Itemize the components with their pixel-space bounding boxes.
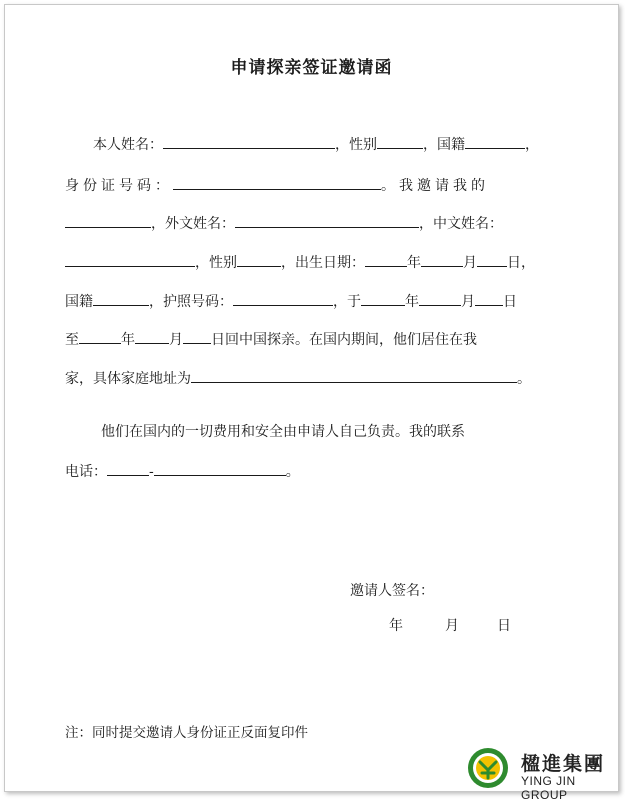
hyphen: - xyxy=(149,464,154,480)
signature-month: 月 xyxy=(445,618,459,634)
invitation-letter-page xyxy=(4,4,619,802)
label-nationality: ，国籍 xyxy=(423,137,465,153)
blank-from-year xyxy=(361,290,405,306)
signature-day: 日 xyxy=(497,618,511,634)
blank-home-address xyxy=(191,367,517,383)
signature-label: 邀请人签名： xyxy=(350,583,434,599)
logo-name-english: YING JIN GROUP xyxy=(521,774,576,802)
period: 。 xyxy=(285,464,300,480)
label-day: 日 xyxy=(503,294,517,310)
blank-birth-day xyxy=(477,251,507,267)
label-guest-gender: ，性别 xyxy=(195,255,237,271)
paragraph-line-2 xyxy=(65,174,489,196)
blank-id-number xyxy=(173,174,381,190)
text-i-invite-my: 。我邀请我的 xyxy=(381,178,489,194)
paragraph-line-6 xyxy=(65,328,477,350)
label-name: 本人姓名： xyxy=(93,137,163,153)
blank-guest-nationality xyxy=(93,290,149,306)
blank-chinese-name xyxy=(65,251,195,267)
label-chinese-name: ，中文姓名： xyxy=(419,216,503,232)
label-phone: 电话： xyxy=(65,464,107,480)
label-day: 日， xyxy=(507,255,535,271)
label-birth-date: ，出生日期： xyxy=(281,255,365,271)
label-month: 月 xyxy=(169,332,183,348)
text-return-visit: 日回中国探亲。在国内期间，他们居住在我 xyxy=(211,332,477,348)
label-year: 年 xyxy=(121,332,135,348)
blank-from-month xyxy=(419,290,461,306)
label-guest-nationality: 国籍 xyxy=(65,294,93,310)
blank-phone-area-code xyxy=(107,460,149,476)
label-home-address: 家，具体家庭地址为 xyxy=(65,371,191,387)
paragraph-line-7 xyxy=(65,367,531,389)
blank-inviter-nationality xyxy=(465,133,525,149)
paragraph2-line-1: 他们在国内的一切费用和安全由申请人自己负责。我的联系 xyxy=(101,424,465,440)
blank-to-year xyxy=(79,328,121,344)
signature-year: 年 xyxy=(389,618,403,634)
label-id-number: 身份证号码： xyxy=(65,178,173,194)
blank-birth-year xyxy=(365,251,407,267)
blank-birth-month xyxy=(421,251,463,267)
ying-jin-group-logo xyxy=(467,747,617,802)
blank-passport-number xyxy=(233,290,333,306)
label-foreign-name: ，外文姓名： xyxy=(151,216,235,232)
blank-guest-gender xyxy=(237,251,281,267)
label-month: 月 xyxy=(461,294,475,310)
blank-to-day xyxy=(183,328,211,344)
label-month: 月 xyxy=(463,255,477,271)
blank-relationship xyxy=(65,212,151,228)
document-title: 申请探亲签证邀请函 xyxy=(230,58,393,78)
label-year: 年 xyxy=(405,294,419,310)
paragraph-line-3 xyxy=(65,212,503,234)
label-from: ，于 xyxy=(333,294,361,310)
label-year: 年 xyxy=(407,255,421,271)
comma: ， xyxy=(525,137,539,153)
blank-from-day xyxy=(475,290,503,306)
paragraph-line-4 xyxy=(65,251,535,273)
footnote: 注：同时提交邀请人身份证正反面复印件 xyxy=(65,725,308,741)
label-gender: ，性别 xyxy=(335,137,377,153)
blank-inviter-gender xyxy=(377,133,423,149)
ying-jin-logo-icon xyxy=(467,747,509,789)
paragraph2-line-2 xyxy=(65,460,300,482)
period: 。 xyxy=(517,371,531,387)
blank-to-month xyxy=(135,328,169,344)
paragraph-line-1 xyxy=(93,133,539,155)
logo-name-chinese: 楹進集團 xyxy=(521,753,606,775)
label-passport-number: ，护照号码： xyxy=(149,294,233,310)
blank-phone-number xyxy=(154,460,286,476)
blank-inviter-name xyxy=(163,133,335,149)
blank-foreign-name xyxy=(235,212,419,228)
label-to: 至 xyxy=(65,332,79,348)
paragraph-line-5 xyxy=(65,290,517,312)
